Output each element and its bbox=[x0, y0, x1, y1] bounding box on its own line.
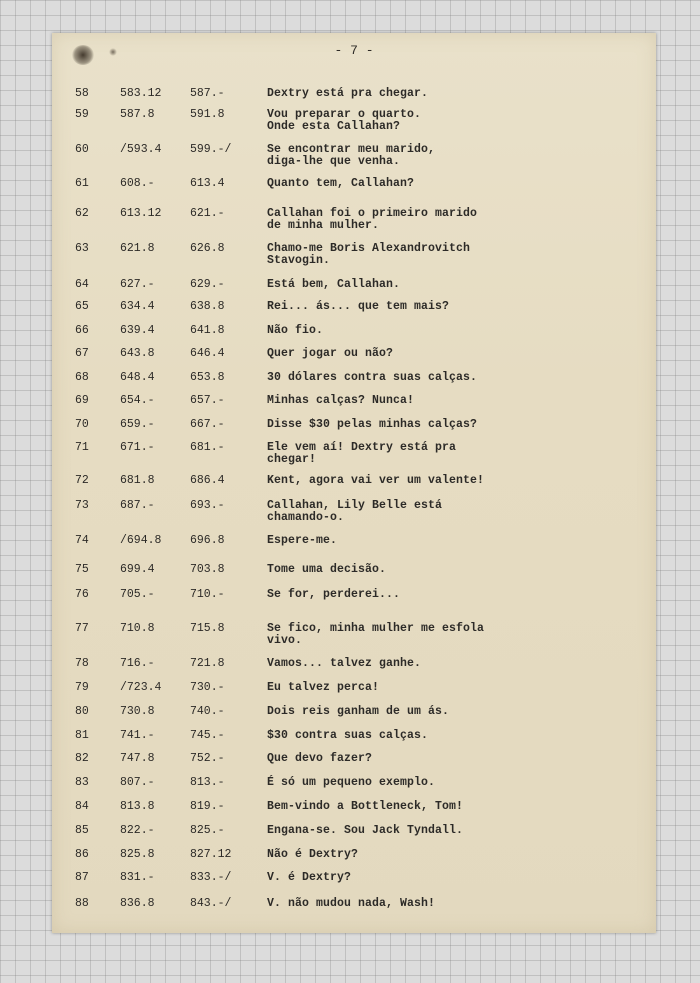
subtitle-text: Se for, perderei... bbox=[267, 588, 401, 601]
timecode-in: 687.- bbox=[120, 499, 155, 512]
row-number: 75 bbox=[75, 563, 89, 576]
row-number: 80 bbox=[75, 705, 89, 718]
row-number: 63 bbox=[75, 242, 89, 255]
row-number: 70 bbox=[75, 418, 89, 431]
timecode-out: 587.- bbox=[190, 87, 225, 100]
timecode-in: 639.4 bbox=[120, 324, 155, 337]
timecode-in: 836.8 bbox=[120, 897, 155, 910]
timecode-out: 730.- bbox=[190, 681, 225, 694]
timecode-out: 752.- bbox=[190, 752, 225, 765]
subtitle-text: 30 dólares contra suas calças. bbox=[267, 371, 478, 384]
row-number: 73 bbox=[75, 499, 89, 512]
row-number: 86 bbox=[75, 848, 89, 861]
timecode-out: 740.- bbox=[190, 705, 225, 718]
subtitle-text: Vou preparar o quarto. Onde esta Callahan? bbox=[267, 108, 422, 133]
timecode-in: 705.- bbox=[120, 588, 155, 601]
timecode-out: 686.4 bbox=[190, 474, 225, 487]
subtitle-text: Rei... ás... que tem mais? bbox=[267, 300, 450, 313]
row-number: 64 bbox=[75, 278, 89, 291]
timecode-in: /723.4 bbox=[120, 681, 162, 694]
timecode-out: 693.- bbox=[190, 499, 225, 512]
row-number: 88 bbox=[75, 897, 89, 910]
row-number: 68 bbox=[75, 371, 89, 384]
timecode-in: 627.- bbox=[120, 278, 155, 291]
timecode-out: 657.- bbox=[190, 394, 225, 407]
timecode-out: 825.- bbox=[190, 824, 225, 837]
subtitle-text: Bem-vindo a Bottleneck, Tom! bbox=[267, 800, 464, 813]
row-number: 76 bbox=[75, 588, 89, 601]
timecode-out: 696.8 bbox=[190, 534, 225, 547]
timecode-out: 626.8 bbox=[190, 242, 225, 255]
row-number: 72 bbox=[75, 474, 89, 487]
timecode-in: 681.8 bbox=[120, 474, 155, 487]
page-number: - 7 - bbox=[334, 43, 374, 58]
row-number: 81 bbox=[75, 729, 89, 742]
timecode-out: 843.-/ bbox=[190, 897, 232, 910]
subtitle-text: Dextry está pra chegar. bbox=[267, 87, 429, 100]
subtitle-text: Dois reis ganham de um ás. bbox=[267, 705, 450, 718]
timecode-in: 648.4 bbox=[120, 371, 155, 384]
timecode-in: /593.4 bbox=[120, 143, 162, 156]
timecode-out: 591.8 bbox=[190, 108, 225, 121]
subtitle-text: Ele vem aí! Dextry está pra chegar! bbox=[267, 441, 457, 466]
row-number: 58 bbox=[75, 87, 89, 100]
timecode-in: 730.8 bbox=[120, 705, 155, 718]
timecode-in: 741.- bbox=[120, 729, 155, 742]
timecode-in: 825.8 bbox=[120, 848, 155, 861]
timecode-out: 621.- bbox=[190, 207, 225, 220]
timecode-out: 653.8 bbox=[190, 371, 225, 384]
timecode-out: 667.- bbox=[190, 418, 225, 431]
subtitle-text: Se encontrar meu marido, diga-lhe que venha. bbox=[267, 143, 436, 168]
row-number: 83 bbox=[75, 776, 89, 789]
subtitle-text: Tome uma decisão. bbox=[267, 563, 387, 576]
subtitle-text: Eu talvez perca! bbox=[267, 681, 380, 694]
timecode-out: 721.8 bbox=[190, 657, 225, 670]
timecode-out: 813.- bbox=[190, 776, 225, 789]
timecode-in: 587.8 bbox=[120, 108, 155, 121]
subtitle-text: Está bem, Callahan. bbox=[267, 278, 401, 291]
subtitle-text: Engana-se. Sou Jack Tyndall. bbox=[267, 824, 464, 837]
timecode-in: 831.- bbox=[120, 871, 155, 884]
timecode-out: 641.8 bbox=[190, 324, 225, 337]
row-number: 61 bbox=[75, 177, 89, 190]
timecode-in: 813.8 bbox=[120, 800, 155, 813]
timecode-in: 634.4 bbox=[120, 300, 155, 313]
row-number: 78 bbox=[75, 657, 89, 670]
row-number: 59 bbox=[75, 108, 89, 121]
timecode-out: 629.- bbox=[190, 278, 225, 291]
row-number: 60 bbox=[75, 143, 89, 156]
row-number: 65 bbox=[75, 300, 89, 313]
row-number: 82 bbox=[75, 752, 89, 765]
row-number: 71 bbox=[75, 441, 89, 454]
subtitle-text: Kent, agora vai ver um valente! bbox=[267, 474, 485, 487]
timecode-in: 716.- bbox=[120, 657, 155, 670]
subtitle-text: É só um pequeno exemplo. bbox=[267, 776, 436, 789]
timecode-in: 608.- bbox=[120, 177, 155, 190]
timecode-in: 621.8 bbox=[120, 242, 155, 255]
timecode-in: 583.12 bbox=[120, 87, 162, 100]
row-number: 79 bbox=[75, 681, 89, 694]
subtitle-text: Chamo-me Boris Alexandrovitch Stavogin. bbox=[267, 242, 471, 267]
timecode-out: 745.- bbox=[190, 729, 225, 742]
timecode-in: 671.- bbox=[120, 441, 155, 454]
row-number: 84 bbox=[75, 800, 89, 813]
timecode-in: 710.8 bbox=[120, 622, 155, 635]
timecode-in: 654.- bbox=[120, 394, 155, 407]
subtitle-text: Se fico, minha mulher me esfola vivo. bbox=[267, 622, 485, 647]
row-number: 74 bbox=[75, 534, 89, 547]
row-number: 77 bbox=[75, 622, 89, 635]
timecode-out: 638.8 bbox=[190, 300, 225, 313]
timecode-in: 699.4 bbox=[120, 563, 155, 576]
subtitle-text: Quanto tem, Callahan? bbox=[267, 177, 415, 190]
subtitle-text: Espere-me. bbox=[267, 534, 338, 547]
timecode-out: 703.8 bbox=[190, 563, 225, 576]
timecode-out: 599.-/ bbox=[190, 143, 232, 156]
subtitle-text: $30 contra suas calças. bbox=[267, 729, 429, 742]
timecode-out: 833.-/ bbox=[190, 871, 232, 884]
subtitle-text: Quer jogar ou não? bbox=[267, 347, 394, 360]
row-number: 66 bbox=[75, 324, 89, 337]
row-number: 87 bbox=[75, 871, 89, 884]
subtitle-text: Disse $30 pelas minhas calças? bbox=[267, 418, 478, 431]
subtitle-text: Que devo fazer? bbox=[267, 752, 373, 765]
timecode-out: 613.4 bbox=[190, 177, 225, 190]
subtitle-text: Vamos... talvez ganhe. bbox=[267, 657, 422, 670]
timecode-out: 715.8 bbox=[190, 622, 225, 635]
timecode-in: 822.- bbox=[120, 824, 155, 837]
timecode-in: /694.8 bbox=[120, 534, 162, 547]
row-number: 62 bbox=[75, 207, 89, 220]
subtitle-text: Minhas calças? Nunca! bbox=[267, 394, 415, 407]
subtitle-text: V. é Dextry? bbox=[267, 871, 352, 884]
timecode-out: 646.4 bbox=[190, 347, 225, 360]
subtitle-text: Callahan foi o primeiro marido de minha mulher. bbox=[267, 207, 478, 232]
subtitle-text: Não fio. bbox=[267, 324, 324, 337]
subtitle-text: V. não mudou nada, Wash! bbox=[267, 897, 436, 910]
typed-document-page bbox=[52, 33, 656, 933]
subtitle-text: Não é Dextry? bbox=[267, 848, 359, 861]
timecode-out: 819.- bbox=[190, 800, 225, 813]
timecode-in: 807.- bbox=[120, 776, 155, 789]
timecode-out: 827.12 bbox=[190, 848, 232, 861]
subtitle-text: Callahan, Lily Belle está chamando-o. bbox=[267, 499, 443, 524]
row-number: 85 bbox=[75, 824, 89, 837]
row-number: 67 bbox=[75, 347, 89, 360]
timecode-in: 613.12 bbox=[120, 207, 162, 220]
timecode-in: 747.8 bbox=[120, 752, 155, 765]
timecode-out: 710.- bbox=[190, 588, 225, 601]
row-number: 69 bbox=[75, 394, 89, 407]
timecode-in: 659.- bbox=[120, 418, 155, 431]
timecode-out: 681.- bbox=[190, 441, 225, 454]
timecode-in: 643.8 bbox=[120, 347, 155, 360]
